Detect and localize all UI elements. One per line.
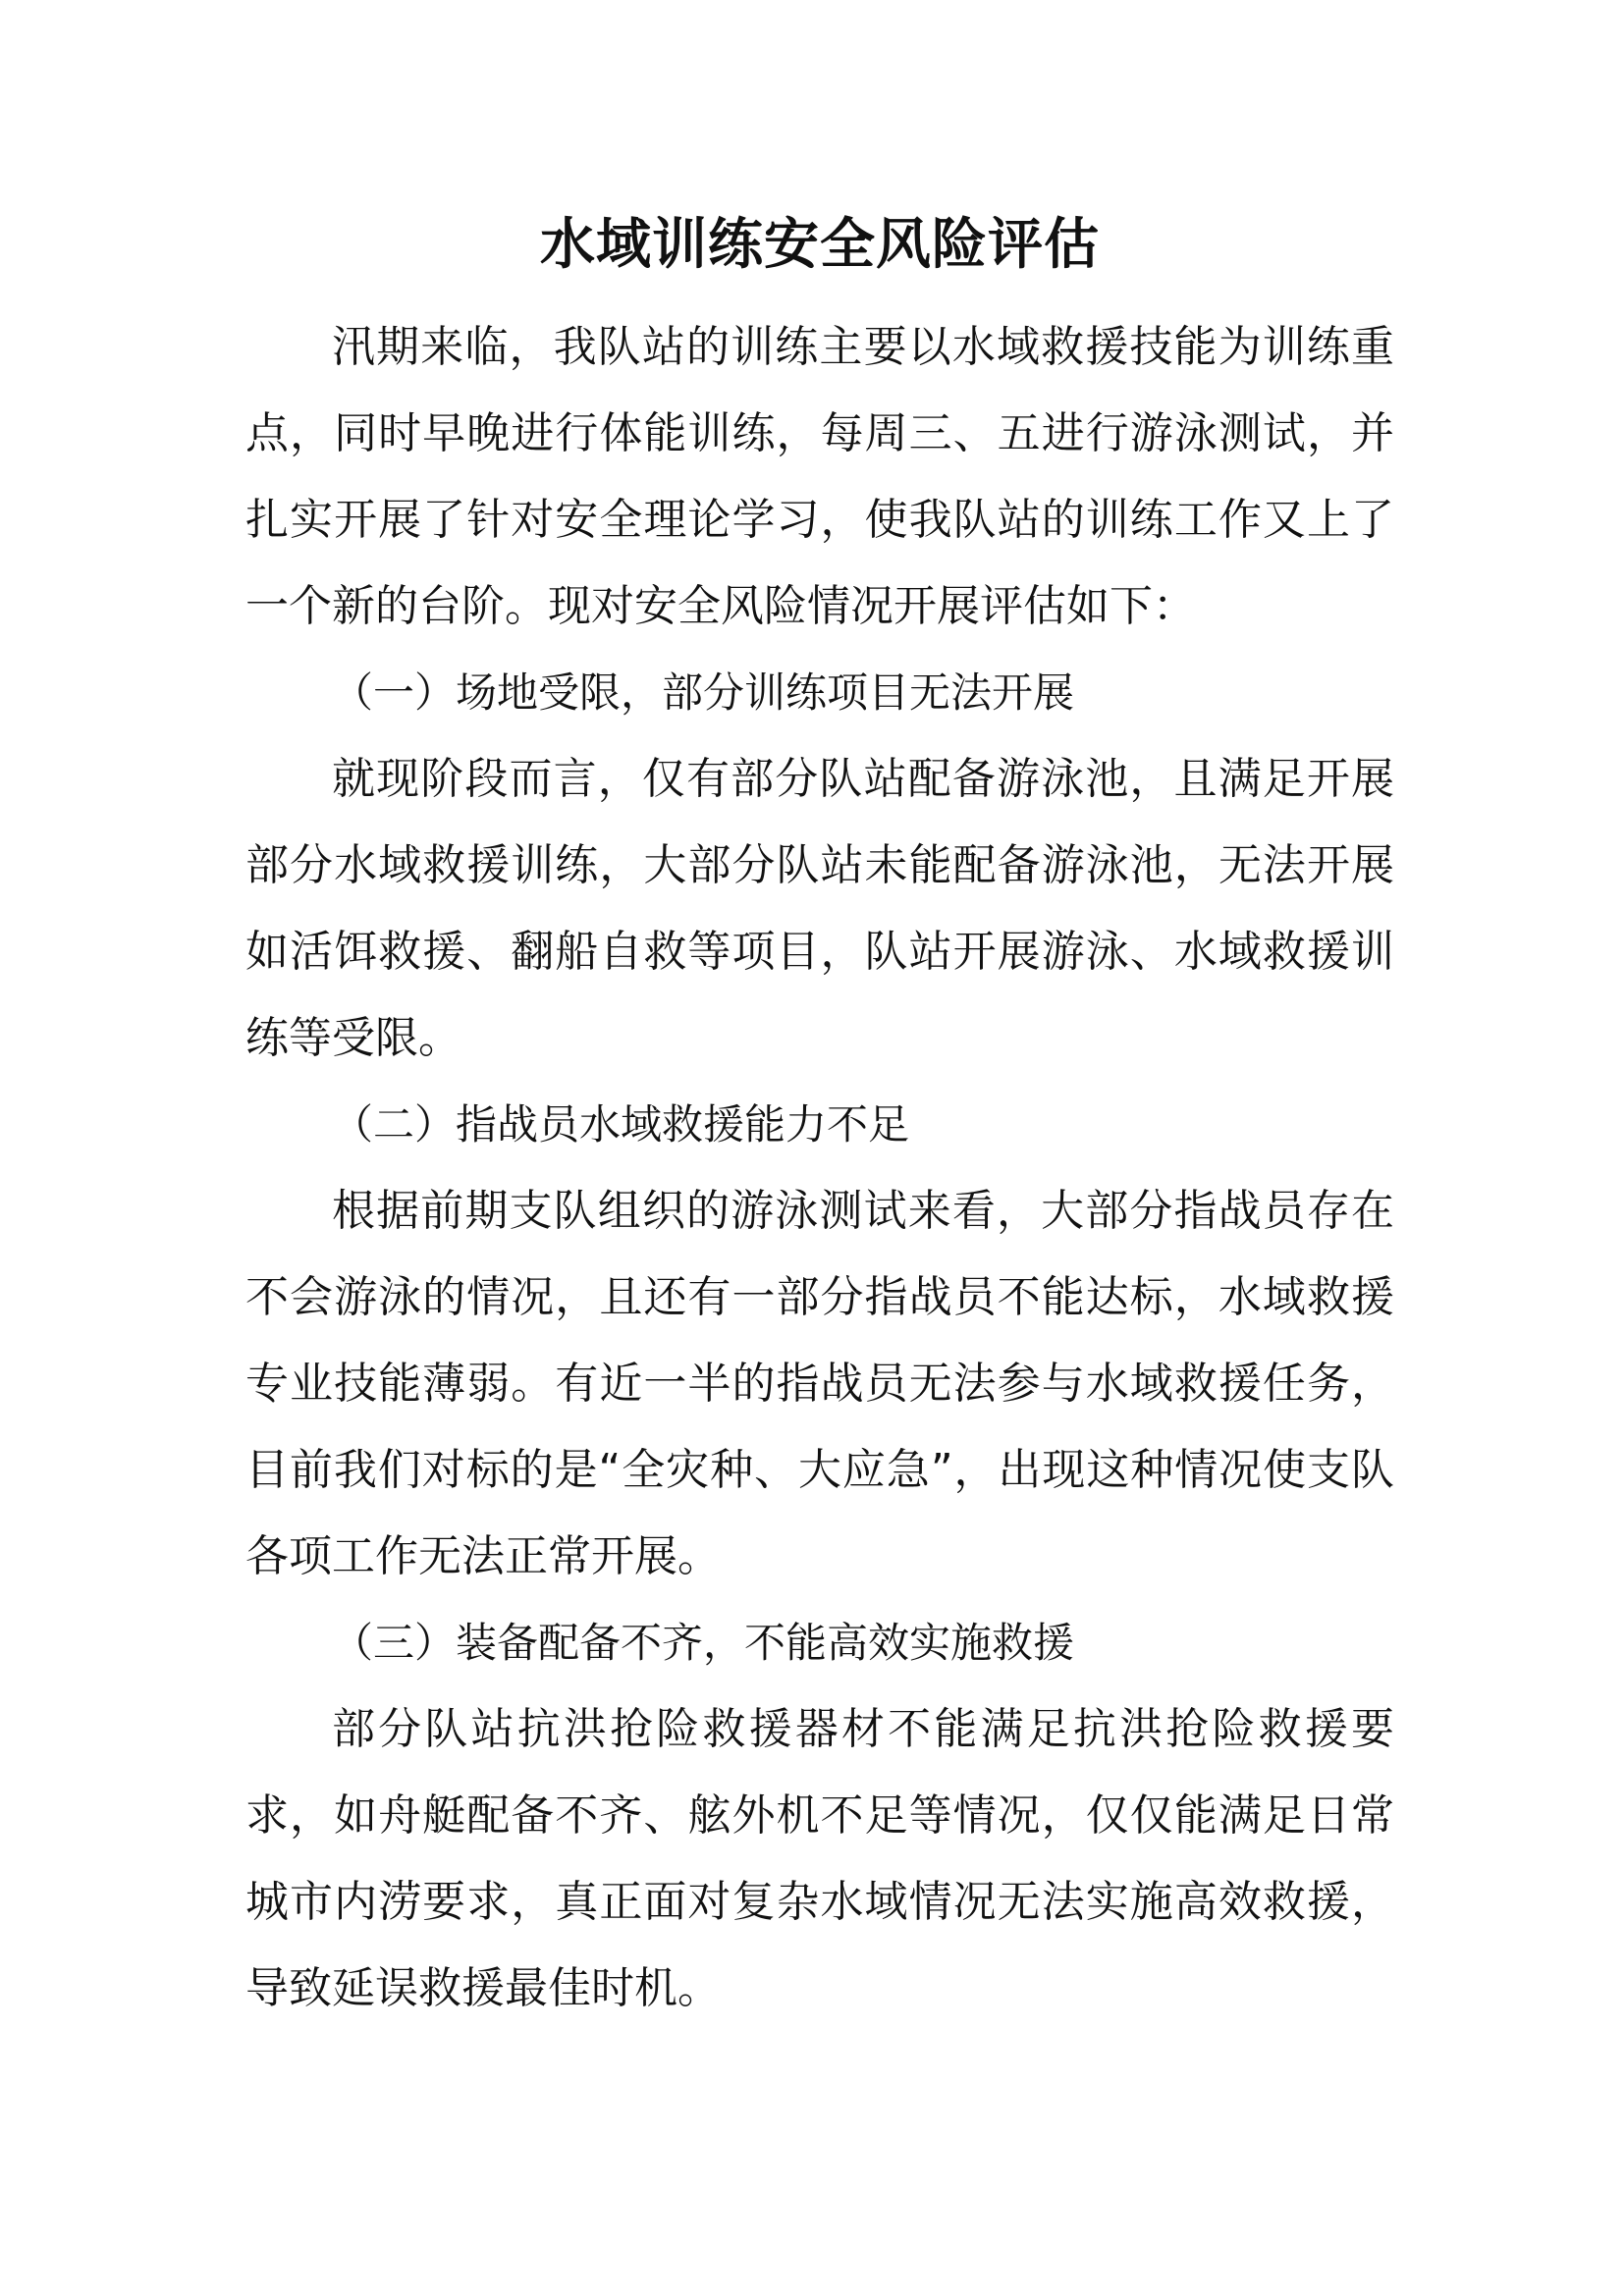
section-3-body: 部分队站抗洪抢险救援器材不能满足抗洪抢险救援要求，如舟艇配备不齐、舷外机不足等情况，仅仅能满足日常城市内涝要求，真正面对复杂水域情况无法实施高效救援，导致延误救援最佳时机。: [245, 1704, 1394, 2013]
document-body: [245, 206, 1394, 2032]
section-2-heading: （二）指战员水域救援能力不足: [332, 1100, 910, 1148]
section-2-body: 根据前期支队组织的游泳测试来看，大部分指战员存在不会游泳的情况，且还有一部分指战员不能达标，水域救援专业技能薄弱。有近一半的指战员无法参与水域救援任务，目前我们对标的是“全灾种、大应急”，出现这种情况使支队各项工作无法正常开展。: [245, 1186, 1394, 1581]
intro-paragraph: 汛期来临，我队站的训练主要以水域救援技能为训练重点，同时早晚进行体能训练，每周三、五进行游泳测试，并扎实开展了针对安全理论学习，使我队站的训练工作又上了一个新的台阶。现对安全风险情况开展评估如下：: [245, 322, 1394, 631]
section-3-heading: （三）装备配备不齐，不能高效实施救援: [332, 1619, 1075, 1667]
section-1-body: 就现阶段而言，仅有部分队站配备游泳池，且满足开展部分水域救援训练，大部分队站未能配备游泳池，无法开展如活饵救援、翻船自救等项目，队站开展游泳、水域救援训练等受限。: [245, 754, 1394, 1063]
document-title: 水域训练安全风险评估: [540, 213, 1100, 277]
section-1-heading: （一）场地受限，部分训练项目无法开展: [332, 668, 1075, 717]
